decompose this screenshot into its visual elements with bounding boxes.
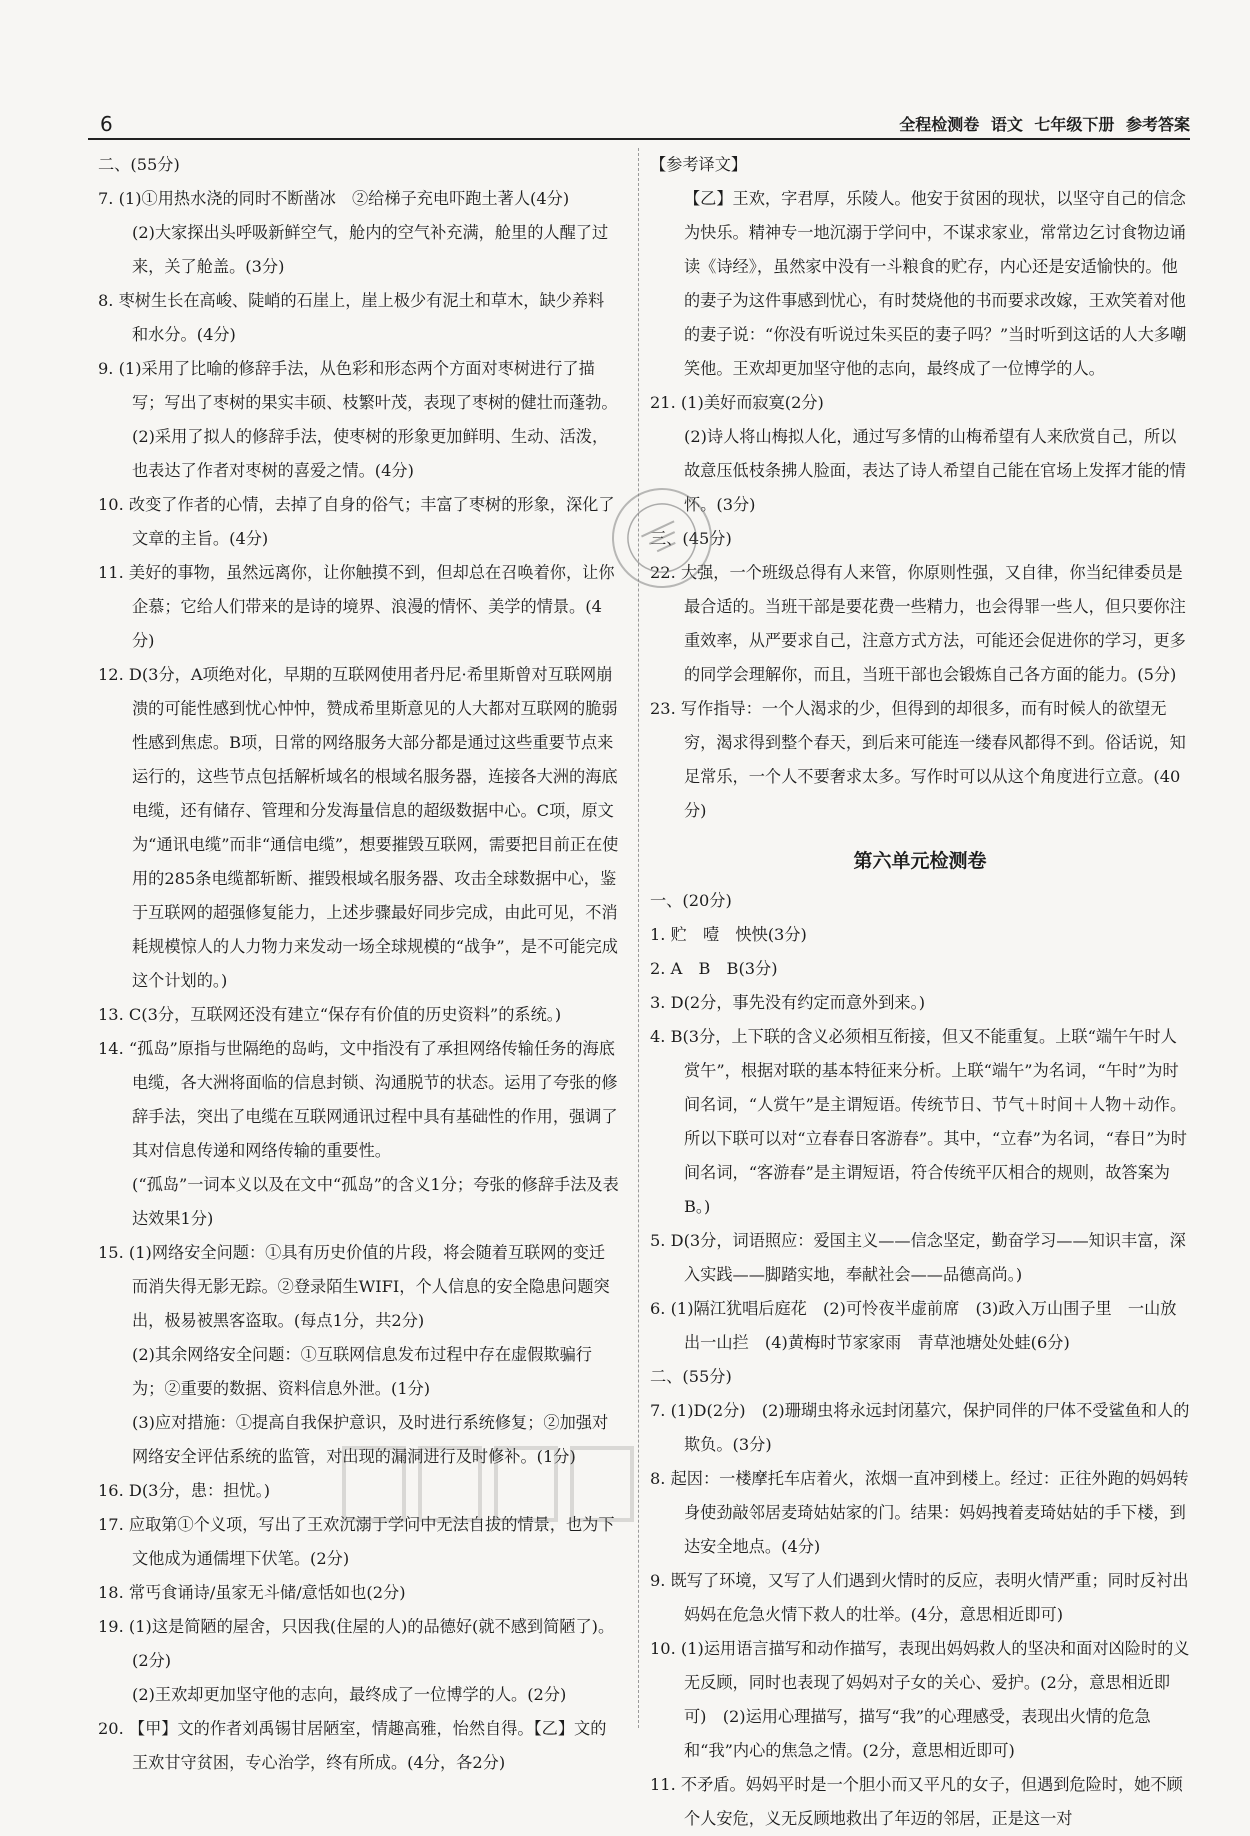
section-heading: 二、(55分) (650, 1367, 732, 1386)
page-header (88, 108, 1190, 140)
answer-item: (2)大家探出头呼吸新鲜空气，舱内的空气补充满，舱里的人醒了过来，关了舱盖。(3分) (132, 223, 609, 276)
answer-item: (2)其余网络安全问题：①互联网信息发布过程中存在虚假欺骗行为；②重要的数据、资料信息外泄。(1分) (132, 1345, 592, 1398)
right-column (650, 148, 1190, 1836)
answer-item: (“孤岛”一词本义以及在文中“孤岛”的含义1分；夸张的修辞手法及表达效果1分) (132, 1175, 619, 1228)
answer-item: 7. (1)①用热水浇的同时不断凿冰 ②给梯子充电吓跑土著人(4分) (98, 189, 570, 208)
answer-item: 21. (1)美好而寂寞(2分) (650, 393, 824, 412)
answer-item: 4. B(3分，上下联的含义必须相互衔接，但又不能重复。上联“端午午时人赏午”，根据对联的基本特征来分析。上联“端午”为名词，“午时”为时间名词，“人赏午”是主谓短语。传统节日、节气＋时间＋人物＋动作。所以下联可以对“立春春日客游春”。其中，“立春”为名词，“春日”为时间名词，“客游春”是主谓短语，符合传统平仄相合的规则，故答案为B。) (650, 1027, 1187, 1216)
answer-item: 8. 起因：一楼摩托车店着火，浓烟一直冲到楼上。经过：正往外跑的妈妈转身使劲敲邻居麦琦姑姑家的门。结果：妈妈拽着麦琦姑姑的手下楼，到达安全地点。(4分) (650, 1469, 1189, 1556)
answer-item: 12. D(3分，A项绝对化，早期的互联网使用者丹尼·希里斯曾对互联网崩溃的可能性感到忧心忡忡，赞成希里斯意见的人大都对互联网的脆弱性感到焦虑。B项，日常的网络服务大部分都是通过这些重要节点来运行的，这些节点包括解析域名的根域名服务器，连接各大洲的海底电缆，还有储存、管理和分发海量信息的超级数据中心。C项，原文为“通讯电缆”而非“通信电缆”，想要摧毁互联网，需要把目前正在使用的285条电缆都斩断、摧毁根域名服务器、攻击全球数据中心，鉴于互联网的超强修复能力，上述步骤最好同步完成，由此可见，不消耗规模惊人的人力物力来发动一场全球规模的“战争”，是不可能完成这个计划的。) (98, 665, 619, 990)
answer-item: 【乙】王欢，字君厚，乐陵人。他安于贫困的现状，以坚守自己的信念为快乐。精神专一地沉溺于学问中，不谋求家业，常常边乞讨食物边诵读《诗经》，虽然家中没有一斗粮食的贮存，内心还是安适愉快的。他的妻子为这件事感到忧心，有时焚烧他的书而要求改嫁，王欢笑着对他的妻子说：“你没有听说过朱买臣的妻子吗？”当时听到这话的人大多嘲笑他。王欢却更加坚守他的志向，最终成了一位博学的人。 (684, 189, 1187, 378)
answer-item: 11. 美好的事物，虽然远离你，让你触摸不到，但却总在召唤着你，让你企慕；它给人们带来的是诗的境界、浪漫的情怀、美学的情景。(4分) (98, 563, 615, 650)
answer-item: 19. (1)这是简陋的屋舍，只因我(住屋的人)的品德好(就不感到简陋了)。(2分) (98, 1617, 615, 1670)
section-heading: 一、(20分) (650, 891, 732, 910)
answer-item: (2)王欢却更加坚守他的志向，最终成了一位博学的人。(2分) (132, 1685, 567, 1704)
answer-item: 5. D(3分，词语照应：爱国主义——信念坚定，勤奋学习——知识丰富，深入实践——脚踏实地，奉献社会——品德高尚。) (650, 1231, 1186, 1284)
section-heading: 三、(45分) (650, 529, 732, 548)
answer-item: 17. 应取第①个义项，写出了王欢沉溺于学问中无法自拔的情景，也为下文他成为通儒埋下伏笔。(2分) (98, 1515, 615, 1568)
answer-item: 8. 枣树生长在高峻、陡峭的石崖上，崖上极少有泥土和草木，缺少养料和水分。(4分) (98, 291, 605, 344)
answer-item: (2)采用了拟人的修辞手法，使枣树的形象更加鲜明、生动、活泼，也表达了作者对枣树的喜爱之情。(4分) (132, 427, 609, 480)
answer-item: 16. D(3分，患：担忧。) (98, 1481, 271, 1500)
answer-item: 10. 改变了作者的心情，去掉了自身的俗气；丰富了枣树的形象，深化了文章的主旨。(4分) (98, 495, 615, 548)
answer-item: 10. (1)运用语言描写和动作描写，表现出妈妈救人的坚决和面对凶险时的义无反顾，同时也表现了妈妈对子女的关心、爱护。(2分，意思相近即可) (2)运用心理描写，描写“我”的心理感受，表现出火情的危急和“我”内心的焦急之情。(2分，意思相近即可) (650, 1639, 1190, 1760)
section-heading: 二、(55分) (98, 155, 180, 174)
watermark-icon (340, 1440, 640, 1530)
answer-item: 11. 不矛盾。妈妈平时是一个胆小而又平凡的女子，但遇到危险时，她不顾个人安危，义无反顾地救出了年迈的邻居，正是这一对 (650, 1775, 1183, 1828)
answer-item: 23. 写作指导：一个人渴求的少，但得到的却很多，而有时候人的欲望无穷，渴求得到整个春天，到后来可能连一缕春风都得不到。俗话说，知足常乐，一个人不要奢求太多。写作时可以从这个角度进行立意。(40分) (650, 699, 1186, 820)
answer-item: 2. A B B(3分) (650, 959, 778, 978)
watermark (340, 1440, 640, 1530)
section-heading: 【参考译文】 (650, 155, 748, 174)
answer-item: 9. 既写了环境，又写了人们遇到火情时的反应，表明火情严重；同时反衬出妈妈在危急火情下救人的壮举。(4分，意思相近即可) (650, 1571, 1189, 1624)
unit-title: 第六单元检测卷 (853, 850, 987, 872)
answer-item: (3)应对措施：①提高自我保护意识，及时进行系统修复；②加强对网络安全评估系统的监管，对出现的漏洞进行及时修补。(1分) (132, 1413, 609, 1466)
answer-item: 13. C(3分，互联网还没有建立“保存有价值的历史资料”的系统。) (98, 1005, 562, 1024)
header-title: 全程检测卷 语文 七年级下册 参考答案 (899, 115, 1190, 134)
page-number: 6 (100, 112, 113, 136)
answer-item: 14. “孤岛”原指与世隔绝的岛屿，文中指没有了承担网络传输任务的海底电缆，各大洲将面临的信息封锁、沟通脱节的状态。运用了夸张的修辞手法，突出了电缆在互联网通讯过程中具有基础性的作用，强调了其对信息传递和网络传输的重要性。 (98, 1039, 618, 1160)
answer-item: 22. 大强，一个班级总得有人来管，你原则性强，又自律，你当纪律委员是最合适的。当班干部是要花费一些精力，也会得罪一些人，但只要你注重效率，从严要求自己，注意方式方法，可能还会促进你的学习，更多的同学会理解你，而且，当班干部也会锻炼自己各方面的能力。(5分) (650, 563, 1186, 684)
answer-item: 6. (1)隔江犹唱后庭花 (2)可怜夜半虚前席 (3)政入万山围子里 一山放出一山拦 (4)黄梅时节家家雨 青草池塘处处蛙(6分) (650, 1299, 1177, 1352)
left-column (98, 148, 620, 1780)
answer-item: 9. (1)采用了比喻的修辞手法，从色彩和形态两个方面对枣树进行了描写；写出了枣树的果实丰硕、枝繁叶茂，表现了枣树的健壮而蓬勃。 (98, 359, 618, 412)
answer-item: 20. 【甲】文的作者刘禹锡甘居陋室，情趣高雅，怡然自得。【乙】文的王欢甘守贫困，专心治学，终有所成。(4分，各2分) (98, 1719, 607, 1772)
answer-item: 7. (1)D(2分) (2)珊瑚虫将永远封闭墓穴，保护同伴的尸体不受鲨鱼和人的欺负。(3分) (650, 1401, 1190, 1454)
answer-item: (2)诗人将山梅拟人化，通过写多情的山梅希望有人来欣赏自己，所以故意压低枝条拂人脸面，表达了诗人希望自己能在官场上发挥才能的情怀。(3分) (684, 427, 1186, 514)
answer-item: 3. D(2分，事先没有约定而意外到来。) (650, 993, 926, 1012)
answer-item: 1. 贮 噎 怏怏(3分) (650, 925, 807, 944)
answer-item: 15. (1)网络安全问题：①具有历史价值的片段，将会随着互联网的变迁而消失得无影无踪。②登录陌生WIFI，个人信息的安全隐患问题突出，极易被黑客盗取。(每点1分，共2分) (98, 1243, 610, 1330)
answer-item: 18. 常丐食诵诗/虽家无斗储/意恬如也(2分) (98, 1583, 406, 1602)
